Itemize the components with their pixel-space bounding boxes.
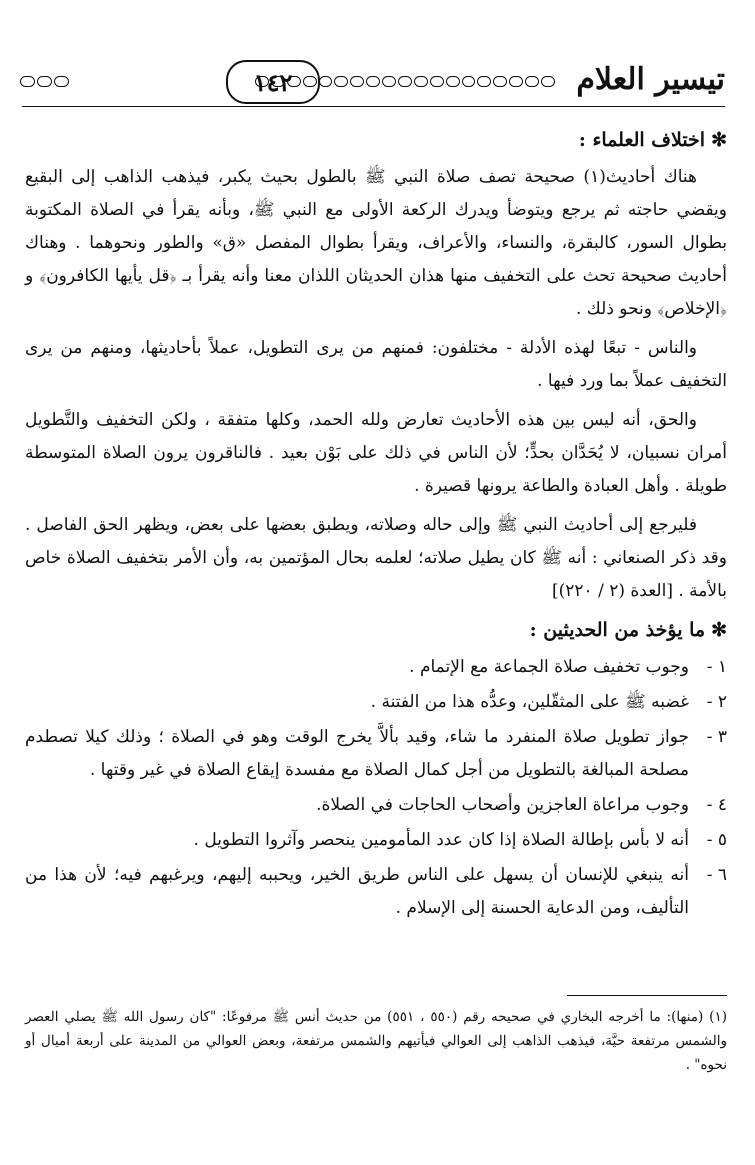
section-heading-benefits: ✻ما يؤخذ من الحديثين : <box>529 619 727 641</box>
section-heading-disagreement: ✻اختلاف العلماء : <box>578 129 727 151</box>
star-icon: ✻ <box>711 619 727 641</box>
paragraph: هناك أحاديث(١) صحيحة تصف صلاة النبي ﷺ بالطول بحيث يكبر، فيذهب الذاهب إلى البقيع ويقضي حاجته ثم يرجع ويتوضأ ويدرك الركعة الأولى مع النبي ﷺ، وبأنه يقرأ في الصلاة المكتوبة بطوال السور، كالبقرة، والنساء، والأعراف، ويقرأ بطوال المفصل «ق» والطور ونحوهما . وهناك أحاديث صحيحة تحث على التخفيف منها هذان الحديثان اللذان معنا وأنه يقرأ بـ ﴿قل يأيها الكافرون﴾ و ﴿الإخلاص﴾ ونحو ذلك . <box>25 167 727 319</box>
list-item: ٦ -أنه ينبغي للإنسان أن يسهل على الناس طريق الخير، ويحببه إليهم، ويرغبهم فيه؛ لأن هذا من التأليف، ومن الدعاية الحسنة إلى الإسلام . <box>25 865 727 918</box>
list-item: ٤ -وجوب مراعاة العاجزين وأصحاب الحاجات في الصلاة. <box>316 795 727 815</box>
footnote-divider <box>567 995 727 996</box>
main-text <box>25 118 727 927</box>
page-header <box>20 58 725 110</box>
book-title: تيسير العلام <box>576 62 725 97</box>
benefits-list <box>25 651 727 925</box>
star-icon: ✻ <box>711 129 727 151</box>
list-item: ١ -وجوب تخفيف صلاة الجماعة مع الإتمام . <box>409 657 727 677</box>
footnote-text: (١) (منها): ما أخرجه البخاري في صحيحه رقم (٥٥٠ ، ٥٥١) من حديث أنس ﷺ مرفوعًا: "كان رسول الله ﷺ يصلي العصر والشمس مرتفعة حيَّة، فيذهب الذاهب إلى العوالي فيأتيهم والشمس مرتفعة، وبعض العوالي من المدينة على أربعة أميال أو نحوه" . <box>25 1009 727 1073</box>
header-ornament-small <box>20 76 69 90</box>
list-item: ٣ -جواز تطويل صلاة المنفرد ما شاء، وقيد بألاَّ يخرج الوقت وهو في الصلاة ؛ وذلك كيلا تصطدم مصلحة المبالغة بالتطويل من أجل كمال الصلاة مع مفسدة إيقاع الصلاة في غير وقتها . <box>25 727 727 780</box>
paragraph: والناس - تبعًا لهذه الأدلة - مختلفون: فمنهم من يرى التطويل، عملاً بأحاديثها، ومنهم من يرى التخفيف عملاً بما ورد فيها . <box>25 338 727 391</box>
header-divider <box>22 106 725 107</box>
list-item: ٢ -غضبه ﷺ على المثقّلين، وعدُّه هذا من الفتنة . <box>370 692 727 712</box>
footnote <box>25 1005 727 1077</box>
list-item: ٥ -أنه لا بأس بإطالة الصلاة إذا كان عدد المأمومين ينحصر وآثروا التطويل . <box>193 830 727 850</box>
paragraph: فليرجع إلى أحاديث النبي ﷺ وإلى حاله وصلاته، ويطبق بعضها على بعض، ويظهر الحق الفاصل . وقد ذكر الصنعاني : أنه ﷺ كان يطيل صلاته؛ لعلمه بحال المؤتمين به، وأن الأمر بتخفيف الصلاة خاص بالأمة . [العدة (٢ / ٢٢٠)] <box>25 515 727 601</box>
paragraph: والحق، أنه ليس بين هذه الأحاديث تعارض ولله الحمد، وكلها متفقة ، ولكن التخفيف والتَّطويل أمران نسبيان، لا يُحَدَّان بحدٍّ؛ لأن الناس في ذلك على بَوْن بعيد . فالناقرون يرون الصلاة المتوسطة طويلة . وأهل العبادة والطاعة يرونها قصيرة . <box>25 410 727 496</box>
page-number: ١٤٢ <box>226 60 320 104</box>
